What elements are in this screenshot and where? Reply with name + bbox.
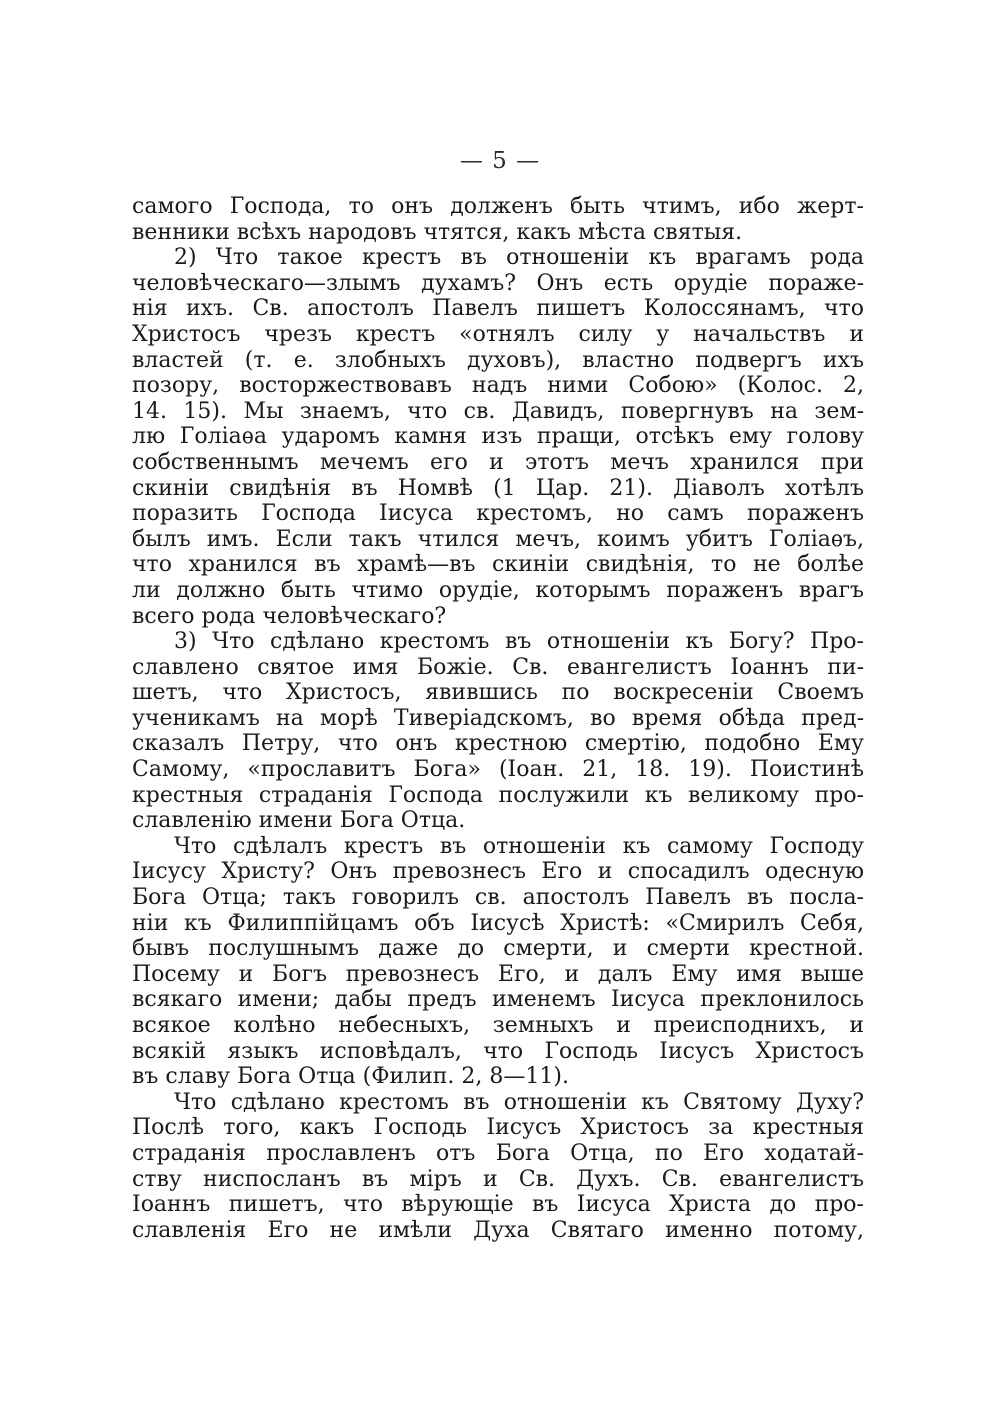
text-line: позору, восторжествовавъ надъ ними Собою» (Колос. 2, bbox=[132, 373, 864, 399]
text-line: человѣческаго—злымъ духамъ? Онъ есть орудіе пораже- bbox=[132, 270, 864, 296]
text-line: всего рода человѣческаго? bbox=[132, 603, 447, 629]
text-line: что хранился въ храмѣ—въ скиніи свидѣнія, то не болѣе bbox=[132, 552, 864, 578]
text-line: собственнымъ мечемъ его и этотъ мечъ хранился при bbox=[132, 449, 864, 475]
text-line: въ славу Бога Отца (Филип. 2, 8—11). bbox=[132, 1064, 569, 1090]
text-line: славленію имени Бога Отца. bbox=[132, 808, 466, 834]
text-line: ству ниспосланъ въ міръ и Св. Духъ. Св. евангелистъ bbox=[132, 1166, 864, 1192]
text-line: крестныя страданія Господа послужили къ великому про- bbox=[132, 782, 864, 808]
text-line: Что сдѣлалъ крестъ въ отношеніи къ самому Господу bbox=[174, 833, 864, 859]
text-line: былъ имъ. Если такъ чтился мечъ, коимъ убитъ Голіаѳъ, bbox=[132, 526, 864, 552]
text-line: 2) Что такое крестъ въ отношеніи къ врагамъ рода bbox=[174, 245, 864, 271]
text-line: властей (т. е. злобныхъ духовъ), властно подвергъ ихъ bbox=[132, 347, 864, 373]
text-line: всякое колѣно небесныхъ, земныхъ и преисподнихъ, и bbox=[132, 1013, 864, 1038]
page-number: — 5 — bbox=[459, 148, 541, 174]
text-line: бывъ послушнымъ даже до смерти, и смерти крестной. bbox=[132, 936, 864, 962]
text-line: поразить Господа Іисуса крестомъ, но самъ пораженъ bbox=[132, 501, 864, 527]
text-line: 3) Что сдѣлано крестомъ въ отношеніи къ Богу? Про- bbox=[174, 629, 864, 655]
text-line: шетъ, что Христосъ, явившись по воскресеніи Своемъ bbox=[132, 680, 864, 706]
text-line: нія ихъ. Св. апостолъ Павелъ пишетъ Колоссянамъ, что bbox=[132, 296, 864, 322]
text-line: ученикамъ на морѣ Тиверіадскомъ, во время обѣда пред- bbox=[132, 705, 864, 731]
text-line: Іисусу Христу? Онъ превознесъ Его и спосадилъ одесную bbox=[132, 859, 864, 885]
text-line: 14. 15). Мы знаемъ, что св. Давидъ, повергнувъ на зем- bbox=[132, 398, 864, 424]
text-line: ли должно быть чтимо орудіе, которымъ пораженъ врагъ bbox=[132, 577, 864, 603]
text-line: Христосъ чрезъ крестъ «отнялъ силу у начальствъ и bbox=[132, 321, 864, 347]
text-line: славлено святое имя Божіе. Св. евангелистъ Іоаннъ пи- bbox=[132, 654, 864, 680]
body-text bbox=[132, 194, 864, 1243]
text-line: Іоаннъ пишетъ, что вѣрующіе въ Іисуса Христа до про- bbox=[132, 1192, 864, 1218]
text-line: самого Господа, то онъ долженъ быть чтимъ, ибо жерт- bbox=[132, 194, 864, 219]
text-line: Послѣ того, какъ Господь Іисусъ Христосъ за крестныя bbox=[132, 1115, 864, 1141]
text-line: Что сдѣлано крестомъ въ отношеніи къ Святому Духу? bbox=[174, 1089, 864, 1115]
text-line: всякій языкъ исповѣдалъ, что Господь Іисусъ Христосъ bbox=[132, 1038, 864, 1064]
text-line: сказалъ Петру, что онъ крестною смертію, подобно Ему bbox=[132, 731, 864, 757]
text-line: Бога Отца; такъ говорилъ св. апостолъ Павелъ въ посла- bbox=[132, 885, 864, 911]
text-line: лю Голіаѳа ударомъ камня изъ пращи, отсѣкъ ему голову bbox=[132, 424, 864, 450]
text-line: Посему и Богъ превознесъ Его, и далъ Ему имя выше bbox=[132, 961, 864, 987]
text-line: венники всѣхъ народовъ чтятся, какъ мѣста святыя. bbox=[132, 219, 743, 245]
text-line: славленія Его не имѣли Духа Святаго именно потому, bbox=[132, 1217, 864, 1243]
text-line: страданія прославленъ отъ Бога Отца, по Его ходатай- bbox=[132, 1140, 864, 1166]
text-line: скиніи свидѣнія въ Номвѣ (1 Цар. 21). Діаволъ хотѣлъ bbox=[132, 475, 864, 501]
text-line: ніи къ Филиппійцамъ объ Іисусѣ Христѣ: «Смирилъ Себя, bbox=[132, 910, 864, 936]
text-line: всякаго имени; дабы предъ именемъ Іисуса преклонилось bbox=[132, 987, 864, 1013]
text-line: Самому, «прославитъ Бога» (Іоан. 21, 18. 19). Поистинѣ bbox=[132, 757, 864, 783]
